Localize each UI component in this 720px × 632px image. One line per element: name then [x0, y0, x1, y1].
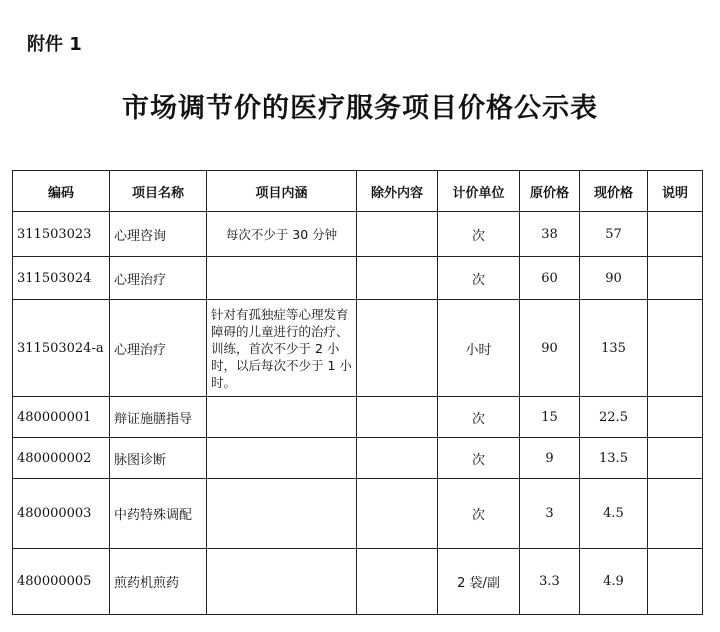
table-header-row: [13, 171, 703, 212]
header-code: 编码: [13, 171, 110, 212]
cell-code: 311503024-a: [13, 300, 110, 397]
header-excluded: 除外内容: [357, 171, 438, 212]
price-table: [12, 170, 703, 615]
attachment-label: 附件 1: [27, 34, 82, 55]
cell-content: [207, 479, 357, 549]
cell-name: 煎药机煎药: [110, 549, 207, 615]
cell-content: 每次不少于 30 分钟: [207, 212, 357, 257]
cell-name: 中药特殊调配: [110, 479, 207, 549]
cell-content: [207, 257, 357, 300]
table-row: [13, 479, 703, 549]
cell-new-price: 135: [580, 300, 648, 397]
page-title: 市场调节价的医疗服务项目价格公示表: [122, 93, 598, 124]
cell-excluded: [357, 479, 438, 549]
cell-code: 311503024: [13, 257, 110, 300]
cell-unit: 次: [438, 438, 520, 479]
table-row: [13, 300, 703, 397]
cell-new-price: 22.5: [580, 397, 648, 438]
header-name: 项目名称: [110, 171, 207, 212]
cell-name: 心理治疗: [110, 300, 207, 397]
cell-note: [648, 257, 703, 300]
cell-unit: 2 袋/副: [438, 549, 520, 615]
cell-content: [207, 438, 357, 479]
header-note: 说明: [648, 171, 703, 212]
cell-new-price: 57: [580, 212, 648, 257]
cell-content: [207, 397, 357, 438]
cell-old-price: 3: [520, 479, 580, 549]
cell-code: 480000003: [13, 479, 110, 549]
cell-unit: 次: [438, 257, 520, 300]
cell-unit: 小时: [438, 300, 520, 397]
header-new-price: 现价格: [580, 171, 648, 212]
cell-old-price: 3.3: [520, 549, 580, 615]
cell-code: 311503023: [13, 212, 110, 257]
header-content: 项目内涵: [207, 171, 357, 212]
cell-excluded: [357, 438, 438, 479]
cell-new-price: 4.5: [580, 479, 648, 549]
cell-note: [648, 397, 703, 438]
cell-content: 针对有孤独症等心理发育障碍的儿童进行的治疗、训练，首次不少于 2 小时，以后每次不少于 1 小时。: [207, 300, 357, 397]
cell-new-price: 13.5: [580, 438, 648, 479]
cell-excluded: [357, 212, 438, 257]
table-row: [13, 438, 703, 479]
cell-unit: 次: [438, 397, 520, 438]
table-row: [13, 549, 703, 615]
cell-unit: 次: [438, 212, 520, 257]
cell-old-price: 38: [520, 212, 580, 257]
cell-code: 480000001: [13, 397, 110, 438]
table-row: [13, 397, 703, 438]
cell-new-price: 4.9: [580, 549, 648, 615]
cell-content: [207, 549, 357, 615]
cell-excluded: [357, 397, 438, 438]
cell-unit: 次: [438, 479, 520, 549]
cell-code: 480000005: [13, 549, 110, 615]
header-unit: 计价单位: [438, 171, 520, 212]
cell-code: 480000002: [13, 438, 110, 479]
cell-new-price: 90: [580, 257, 648, 300]
cell-note: [648, 549, 703, 615]
cell-excluded: [357, 549, 438, 615]
table-row: [13, 257, 703, 300]
cell-name: 心理咨询: [110, 212, 207, 257]
cell-old-price: 60: [520, 257, 580, 300]
cell-note: [648, 479, 703, 549]
cell-old-price: 15: [520, 397, 580, 438]
cell-name: 辩证施膳指导: [110, 397, 207, 438]
cell-excluded: [357, 300, 438, 397]
cell-excluded: [357, 257, 438, 300]
cell-name: 脉图诊断: [110, 438, 207, 479]
cell-old-price: 90: [520, 300, 580, 397]
cell-name: 心理治疗: [110, 257, 207, 300]
cell-note: [648, 438, 703, 479]
header-old-price: 原价格: [520, 171, 580, 212]
table-row: [13, 212, 703, 257]
cell-note: [648, 212, 703, 257]
cell-old-price: 9: [520, 438, 580, 479]
cell-note: [648, 300, 703, 397]
